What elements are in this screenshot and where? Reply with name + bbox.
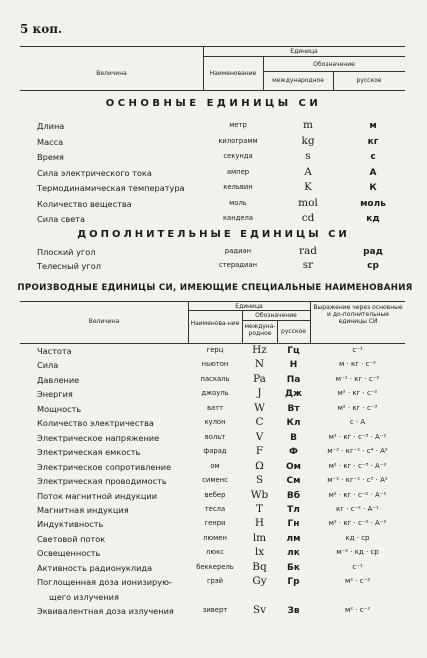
col-name: Наименование — [209, 70, 257, 77]
table-row — [37, 560, 407, 577]
unit-name-cell: секунда — [223, 152, 253, 160]
section-title-derived: ПРОИЗВОДНЫЕ ЕДИНИЦЫ СИ, ИМЕЮЩИЕ СПЕЦИАЛЬНЫЕ НАИМЕНОВАНИЯ — [17, 283, 413, 293]
col2-quantity: Величина — [88, 318, 120, 325]
russian-symbol-cell: Кл — [286, 418, 301, 429]
unit-name-cell: стерадиан — [218, 261, 258, 269]
intl-symbol-cell: Hz — [252, 344, 267, 356]
intl-symbol-cell: V — [255, 430, 264, 443]
section-title-extra: ДОПОЛНИТЕЛЬНЫЕ ЕДИНИЦЫ СИ — [77, 229, 350, 240]
expression-cell: м² · с⁻² — [344, 606, 371, 615]
intl-symbol-cell: Ω — [255, 459, 264, 472]
table-row — [37, 531, 407, 548]
expression-cell: м² · кг · с⁻² · А⁻¹ — [328, 490, 387, 499]
quantity-cell: Телесный угол — [37, 261, 101, 271]
col2-russian: русское — [281, 328, 306, 335]
table-row — [37, 261, 407, 275]
russian-symbol-cell: В — [290, 432, 297, 443]
intl-symbol-cell: kg — [301, 134, 315, 147]
table-row — [37, 430, 407, 447]
table-row — [37, 121, 407, 135]
intl-symbol-cell: cd — [301, 212, 315, 224]
quantity-cell: Электрическая емкость — [37, 447, 141, 458]
col-quantity: Величина — [96, 70, 127, 77]
unit-name-cell: радиан — [224, 247, 252, 255]
intl-symbol-cell: S — [255, 474, 264, 487]
expression-cell: м⁻² · кг⁻¹ · с⁴ · А² — [327, 447, 388, 456]
unit-name-cell: герц — [206, 346, 224, 354]
russian-symbol-cell: Дж — [285, 389, 302, 400]
quantity-cell: Количество электричества — [37, 418, 154, 429]
quantity-cell: щего излучения — [49, 591, 119, 602]
expression-cell: м · кг · с⁻² — [339, 360, 376, 369]
expression-cell: м² · кг · с⁻² · А⁻² — [328, 519, 387, 528]
quantity-cell: Плоский угол — [37, 247, 96, 257]
quantity-cell: Длина — [37, 121, 65, 131]
col2-designation: Обозначение — [255, 312, 297, 319]
intl-symbol-cell: m — [303, 119, 313, 131]
table-row — [37, 214, 407, 228]
unit-name-cell: кельвин — [223, 183, 253, 191]
unit-name-cell: паскаль — [200, 374, 230, 383]
quantity-cell: Мощность — [37, 403, 82, 414]
quantity-cell: Поток магнитной индукции — [37, 490, 158, 501]
unit-name-cell: ампер — [226, 167, 250, 176]
unit-name-cell: люмен — [203, 533, 227, 542]
intl-symbol-cell: F — [255, 445, 264, 458]
intl-symbol-cell: Gy — [252, 575, 267, 588]
table-row — [37, 165, 407, 182]
russian-symbol-cell: лм — [286, 533, 301, 544]
expression-cell: кд · ср — [345, 533, 370, 542]
russian-symbol-cell: моль — [360, 198, 386, 209]
russian-symbol-cell: кг — [367, 136, 379, 147]
table-row — [37, 372, 407, 389]
col-intl: международное — [272, 77, 324, 84]
russian-symbol-cell: Ф — [289, 447, 298, 458]
russian-symbol-cell: К — [369, 183, 377, 193]
russian-symbol-cell: Гн — [287, 519, 300, 530]
expression-cell: м⁻² · кг⁻¹ · с³ · А² — [327, 476, 388, 485]
col2-unit: Единица — [235, 303, 263, 310]
table-row — [37, 152, 407, 166]
quantity-cell: Эквивалентная доза излучения — [37, 606, 174, 617]
expression-cell: м² · кг · с⁻³ · А⁻² — [328, 461, 387, 470]
unit-name-cell: фарад — [203, 447, 227, 456]
table-row — [37, 389, 407, 403]
quantity-cell: Индуктивность — [37, 519, 104, 530]
unit-name-cell: ньютон — [201, 360, 229, 369]
intl-symbol-cell: Bq — [252, 560, 267, 573]
quantity-cell: Световой поток — [37, 533, 106, 544]
unit-name-cell: кулон — [204, 418, 226, 427]
russian-symbol-cell: А — [369, 167, 377, 178]
unit-name-cell: сименс — [202, 476, 228, 485]
quantity-cell: Сила электрического тока — [37, 167, 152, 178]
table-row — [37, 247, 407, 261]
unit-name-cell: беккерель — [196, 562, 234, 571]
expression-cell: м⁻¹ · кг · с⁻² — [335, 374, 380, 383]
expression-cell: м² · кг · с⁻² — [337, 389, 378, 398]
russian-symbol-cell: Тл — [287, 504, 300, 515]
unit-name-cell: грэй — [206, 577, 224, 586]
intl-symbol-cell: lx — [254, 546, 265, 559]
quantity-cell: Энергия — [37, 389, 73, 400]
russian-symbol-cell: Зв — [287, 606, 300, 617]
col-unit: Единица — [290, 48, 318, 55]
quantity-cell: Поглощенная доза ионизирую- — [37, 577, 172, 588]
table-row — [37, 447, 407, 461]
unit-name-cell: ом — [210, 461, 220, 470]
quantity-cell: Активность радионуклида — [37, 562, 153, 573]
unit-name-cell: джоуль — [201, 389, 229, 398]
quantity-cell: Количество вещества — [37, 198, 132, 209]
expression-cell: кг · с⁻² · А⁻¹ — [336, 504, 379, 513]
section-title-base: ОСНОВНЫЕ ЕДИНИЦЫ СИ — [105, 98, 322, 109]
expression-cell: с⁻¹ — [352, 346, 363, 354]
unit-name-cell: кандела — [222, 214, 254, 222]
table-row — [37, 476, 407, 490]
quantity-cell: Электрическое напряжение — [37, 432, 160, 443]
unit-name-cell: моль — [229, 198, 247, 207]
table-row — [37, 519, 407, 533]
table-row — [37, 577, 407, 591]
russian-symbol-cell: ср — [367, 261, 379, 271]
intl-symbol-cell: mol — [298, 196, 318, 209]
table-row — [37, 134, 407, 151]
unit-name-cell: метр — [229, 121, 247, 129]
quantity-cell: Частота — [37, 346, 72, 356]
table-row — [37, 548, 407, 562]
russian-symbol-cell: Вт — [287, 403, 300, 414]
table-row — [37, 183, 407, 197]
russian-symbol-cell: Бк — [287, 562, 300, 573]
quantity-cell: Сила — [37, 360, 59, 371]
table-row — [37, 459, 407, 476]
russian-symbol-cell: Вб — [286, 490, 301, 501]
russian-symbol-cell: с — [370, 152, 376, 162]
quantity-cell: Давление — [37, 374, 80, 385]
col-designation: Обозначение — [313, 61, 355, 68]
unit-name-cell: ватт — [206, 403, 224, 412]
table-row — [37, 346, 407, 360]
col2-expression: Выражение через основные и до-полнительные единицы СИ — [313, 304, 403, 326]
expression-cell: м² · с⁻² — [344, 577, 371, 586]
table-row — [37, 360, 407, 374]
quantity-cell: Электрическое сопротивление — [37, 461, 172, 472]
expression-cell: с⁻¹ — [352, 562, 363, 571]
intl-symbol-cell: A — [304, 165, 312, 178]
unit-name-cell: генри — [204, 519, 226, 528]
intl-symbol-cell: W — [254, 401, 265, 414]
intl-symbol-cell: Sv — [252, 604, 267, 617]
russian-symbol-cell: кд — [366, 214, 380, 224]
intl-symbol-cell: H — [254, 517, 265, 530]
table-row — [37, 401, 407, 418]
intl-symbol-cell: T — [255, 502, 263, 515]
expression-cell: м² · кг · с⁻³ — [337, 403, 378, 412]
russian-symbol-cell: Па — [286, 374, 301, 385]
table-row — [37, 502, 407, 519]
quantity-cell: Масса — [37, 136, 64, 147]
expression-cell: с · А — [349, 418, 366, 427]
quantity-cell: Сила света — [37, 214, 86, 224]
unit-name-cell: вольт — [204, 432, 226, 441]
intl-symbol-cell: Wb — [250, 488, 269, 501]
russian-symbol-cell: См — [286, 476, 301, 487]
unit-name-cell: зиверт — [202, 606, 228, 615]
russian-symbol-cell: Гц — [287, 346, 300, 356]
unit-name-cell: килограмм — [218, 136, 258, 145]
col2-intl: междуна-родное — [244, 323, 276, 337]
quantity-cell: Освещенность — [37, 548, 101, 559]
intl-symbol-cell: s — [305, 150, 311, 162]
quantity-cell: Электрическая проводимость — [37, 476, 167, 487]
page-price: 5 коп. — [20, 22, 63, 36]
intl-symbol-cell: lm — [252, 531, 267, 544]
expression-cell: м² · кг · с⁻³ · А⁻¹ — [328, 432, 387, 441]
quantity-cell: Термодинамическая температура — [37, 183, 185, 193]
col-russian: русское — [356, 77, 382, 84]
russian-symbol-cell: Н — [289, 360, 298, 371]
russian-symbol-cell: лк — [287, 548, 300, 559]
intl-symbol-cell: Pa — [253, 372, 266, 385]
intl-symbol-cell: C — [255, 416, 264, 429]
quantity-cell: Магнитная индукция — [37, 504, 129, 515]
table-row — [37, 606, 407, 620]
intl-symbol-cell: J — [257, 387, 262, 400]
russian-symbol-cell: м — [369, 121, 377, 131]
table-row — [37, 196, 407, 213]
russian-symbol-cell: Гр — [287, 577, 300, 588]
intl-symbol-cell: rad — [298, 245, 317, 257]
russian-symbol-cell: Ом — [285, 461, 301, 472]
intl-symbol-cell: sr — [302, 259, 314, 271]
table-row — [37, 592, 407, 606]
table-row — [37, 488, 407, 505]
intl-symbol-cell: N — [254, 358, 265, 371]
unit-name-cell: вебер — [204, 490, 226, 499]
expression-cell: м⁻² · кд · ср — [336, 548, 379, 557]
unit-name-cell: тесла — [204, 504, 226, 513]
russian-symbol-cell: рад — [363, 247, 383, 257]
table-row — [37, 418, 407, 432]
quantity-cell: Время — [37, 152, 64, 162]
unit-name-cell: люкс — [206, 548, 224, 557]
col2-name: Наименова-ние — [190, 320, 240, 327]
intl-symbol-cell: K — [304, 181, 312, 193]
